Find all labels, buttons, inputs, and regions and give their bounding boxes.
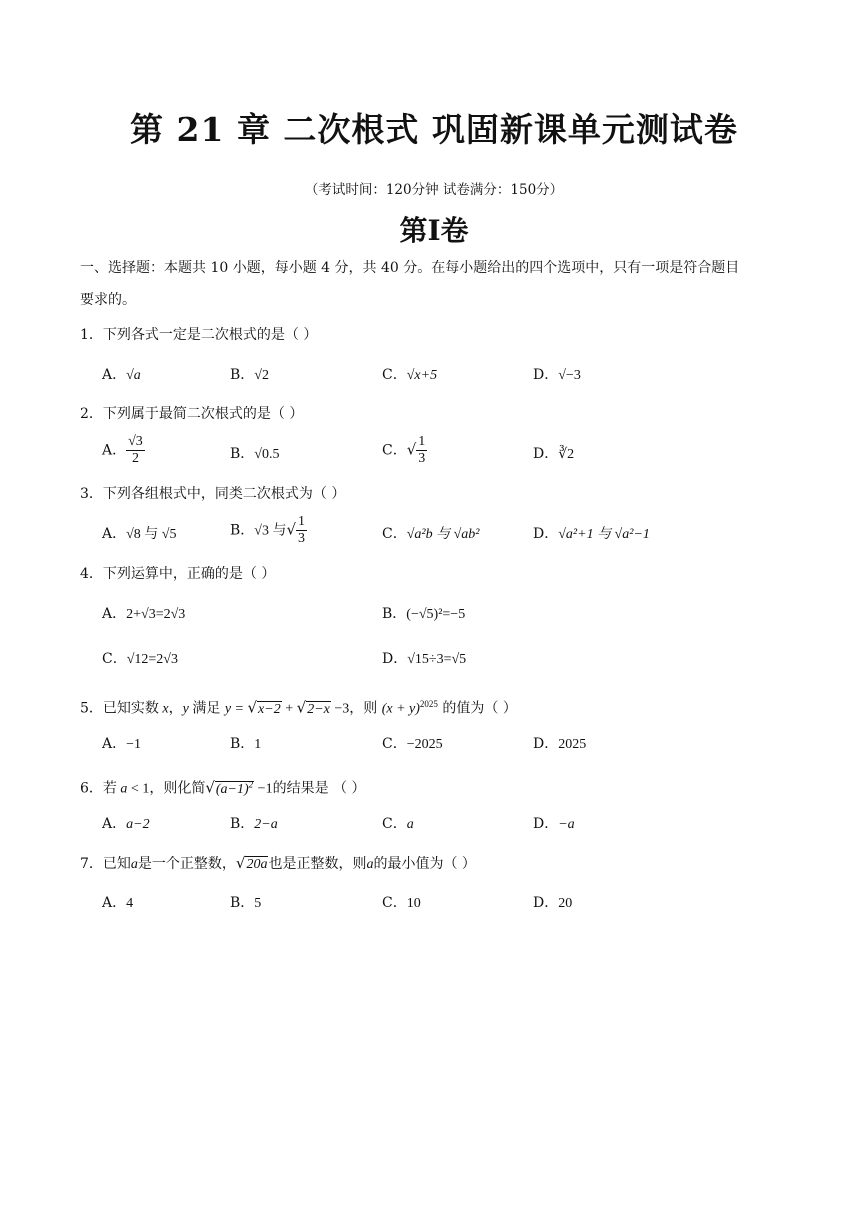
q2-option-c: C．√ $\frac{1}{3}$	[382, 434, 426, 466]
q5-option-c: C．−2025	[382, 736, 443, 752]
q3-option-b: B．√3 与√ $\frac{1}{3}$	[230, 514, 306, 546]
q4-option-c: C．√12=2√3	[102, 651, 178, 667]
page-title: 第 21 章 二次根式 巩固新课单元测试卷	[130, 110, 738, 149]
q7-option-b: B．5	[230, 895, 262, 911]
q2-option-d-expr: ∛2	[558, 447, 575, 462]
q7-option-d: D．20	[533, 895, 573, 911]
q3-option-b-fraction: $\frac{1}{3}$	[298, 514, 306, 546]
q2-option-d: D．∛2	[533, 446, 575, 462]
question-3-stem: 3．下列各组根式中，同类二次根式为（ ）	[80, 486, 346, 502]
q3-option-a-expr: √8 与 √5	[126, 527, 177, 542]
q4-option-b: B．(−√5)²=−5	[382, 606, 466, 622]
question-2-stem: 2．下列属于最简二次根式的是（ ）	[80, 406, 304, 422]
volume-heading: 第I卷	[399, 214, 469, 247]
question-7-stem: 7．已知a是一个正整数，√20a也是正整数，则a的最小值为（ ）	[80, 854, 476, 872]
q5-option-d: D．2025	[533, 736, 587, 752]
q6-option-a: A．a−2	[102, 816, 150, 832]
question-4-stem: 4．下列运算中，正确的是（ ）	[80, 566, 276, 582]
q1-option-d: D．√−3	[533, 367, 581, 383]
q2-option-a-fraction: $\frac{√3}{2}$	[128, 434, 143, 466]
q7-radicand: 20a	[246, 857, 268, 872]
q2-option-a: A． $\frac{√3}{2}$	[102, 434, 143, 466]
q6-option-c: C．a	[382, 816, 414, 832]
section-instructions-line1: 一、选择题：本题共 10 小题，每小题 4 分，共 40 分。在每小题给出的四个选项中，只有一项是符合题目	[80, 260, 740, 276]
q4-option-d: D．√15÷3=√5	[382, 651, 467, 667]
q1-option-b-expr: √2	[254, 368, 269, 383]
q1-option-d-expr: √−3	[558, 368, 581, 383]
q4-option-a-expr: 2+√3=2√3	[126, 607, 186, 622]
q6-option-b: B．2−a	[230, 816, 278, 832]
q1-option-a: A．√a	[102, 367, 141, 383]
q3-option-c: C．√a²b 与 √ab²	[382, 526, 480, 542]
q5-option-b: B．1	[230, 736, 262, 752]
q2-option-b-expr: √0.5	[254, 447, 280, 462]
q3-option-d-expr: √a²+1 与 √a²−1	[558, 527, 650, 542]
q1-option-c-expr: √x+5	[406, 368, 438, 383]
q2-option-b: B．√0.5	[230, 446, 280, 462]
q3-option-b-expr: √3 与	[254, 523, 287, 539]
exam-info: （考试时间：120分钟 试卷满分：150分）	[304, 182, 564, 198]
section-instructions-line2: 要求的。	[80, 292, 136, 308]
question-6-stem: 6．若 a < 1，则化简$√(a-1)^2 -1$的结果是 （ ）	[80, 778, 366, 797]
q5-power-expr: (x + y)	[381, 701, 420, 717]
q4-option-b-expr: (−√5)²=−5	[406, 607, 466, 622]
q3-option-d: D．√a²+1 与 √a²−1	[533, 526, 650, 542]
q7-option-a: A．4	[102, 895, 134, 911]
q3-option-a: A．√8 与 √5	[102, 526, 177, 542]
q6-option-d: D．−a	[533, 816, 575, 832]
q1-option-c: C．√x+5	[382, 367, 438, 383]
q5-option-a: A．−1	[102, 736, 142, 752]
q1-option-a-expr: √a	[126, 368, 141, 383]
question-5-stem: 5．已知实数 x，y 满足 y = √x−2 + √2−x −3，则 $(x + y)^{2025}$ 的值为（ ）	[80, 698, 517, 717]
q3-option-c-expr: √a²b 与 √ab²	[406, 527, 480, 542]
q4-option-a: A．2+√3=2√3	[102, 606, 186, 622]
q2-option-c-fraction: $\frac{1}{3}$	[418, 434, 426, 466]
q4-option-d-expr: √15÷3=√5	[407, 652, 467, 667]
q7-option-c: C．10	[382, 895, 421, 911]
question-1-stem: 1．下列各式一定是二次根式的是（ ）	[80, 327, 318, 343]
q5-equation: y =	[224, 701, 248, 717]
q4-option-c-expr: √12=2√3	[126, 652, 178, 667]
q1-option-b: B．√2	[230, 367, 269, 383]
q6-radicand: $(a-1)^2$	[215, 779, 254, 797]
